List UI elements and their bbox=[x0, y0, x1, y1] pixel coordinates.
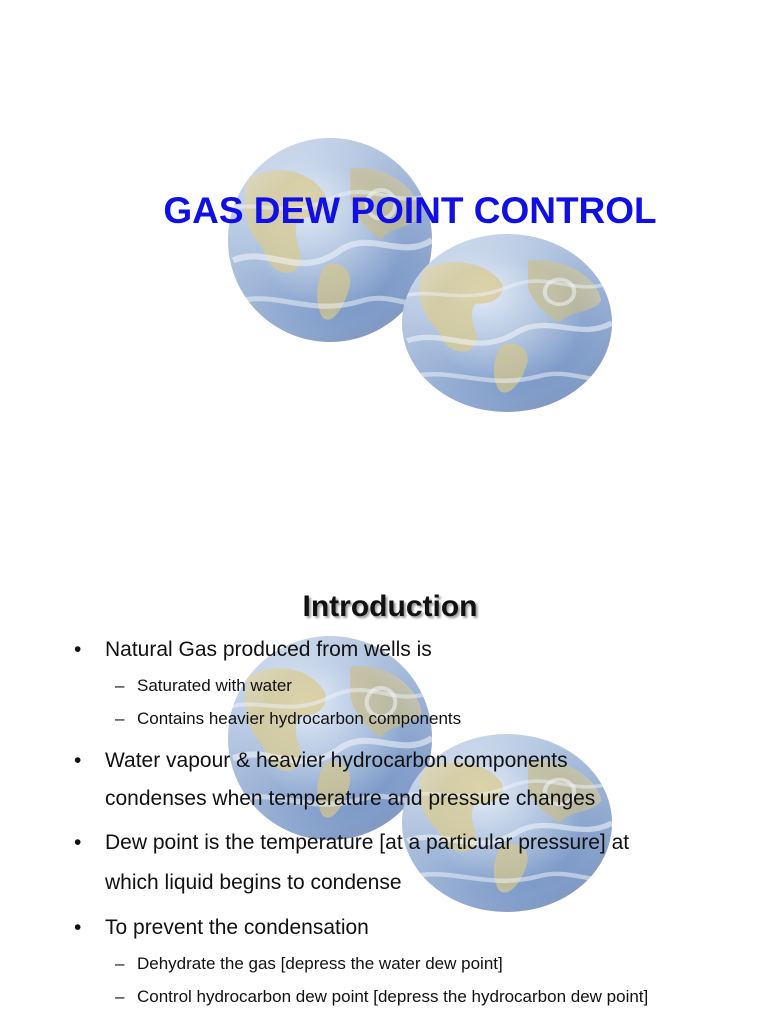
sub-bullet-text: Contains heavier hydrocarbon components bbox=[137, 709, 462, 728]
sub-bullet-text: Saturated with water bbox=[137, 676, 292, 695]
bullet-text: To prevent the condensation bbox=[105, 916, 369, 939]
bullet-text: Dew point is the temperature [at a particular pressure] at bbox=[105, 831, 630, 854]
sub-marker: – bbox=[115, 987, 125, 1006]
bullet-list bbox=[0, 540, 768, 1024]
bullet-text-continuation: condenses when temperature and pressure changes bbox=[105, 787, 596, 810]
bullet-text: Natural Gas produced from wells is bbox=[105, 638, 432, 661]
bullet-marker: • bbox=[74, 749, 82, 772]
slide-title: GAS DEW POINT CONTROL bbox=[163, 190, 657, 231]
earth-globe-icon bbox=[402, 234, 612, 412]
bullet-marker: • bbox=[74, 916, 82, 939]
introduction-slide bbox=[0, 540, 768, 1024]
sub-marker: – bbox=[115, 954, 125, 973]
slide-heading: Introduction bbox=[302, 590, 478, 623]
sub-marker: – bbox=[115, 676, 125, 695]
sub-marker: – bbox=[115, 709, 125, 728]
bullet-marker: • bbox=[74, 831, 82, 854]
bullet-text-continuation: which liquid begins to condense bbox=[105, 871, 402, 894]
bullet-marker: • bbox=[74, 638, 82, 661]
sub-bullet-text: Dehydrate the gas [depress the water dew point] bbox=[137, 954, 503, 973]
sub-bullet-text: Control hydrocarbon dew point [depress the hydrocarbon dew point] bbox=[137, 987, 649, 1006]
bullet-text: Water vapour & heavier hydrocarbon components bbox=[105, 749, 568, 772]
